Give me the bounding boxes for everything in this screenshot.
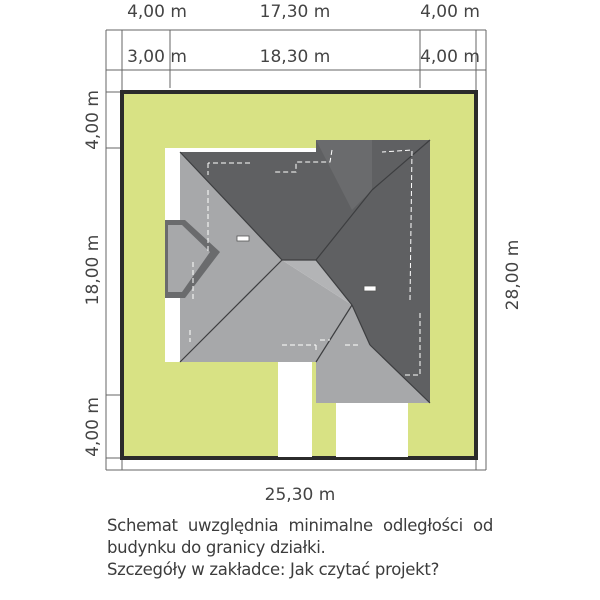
- dim-left-mid: 18,00 m: [83, 234, 103, 306]
- dim-top-2-mid: 18,30 m: [259, 47, 331, 67]
- chimney-1: [237, 236, 249, 241]
- driveway-right: [336, 403, 408, 457]
- dim-top-2-right: 4,00 m: [420, 47, 480, 67]
- driveway-left: [278, 362, 312, 457]
- dim-top-1-mid: 17,30 m: [259, 2, 331, 22]
- caption-line-2: budynku do granicy działki.: [107, 538, 326, 557]
- caption-line-1: Schemat uwzględnia minimalne odległości od: [107, 516, 493, 535]
- dim-top-1-right: 4,00 m: [420, 2, 480, 22]
- dim-left-bottom: 4,00 m: [83, 397, 103, 457]
- chimney-2: [364, 286, 376, 291]
- dim-bottom: 25,30 m: [264, 485, 336, 505]
- dim-top-2-left: 3,00 m: [127, 47, 187, 67]
- dim-right: 28,00 m: [503, 239, 523, 311]
- caption: [107, 515, 497, 581]
- caption-line-3: Szczegóły w zakładce: Jak czytać projekt?: [107, 560, 440, 579]
- dim-top-1-left: 4,00 m: [127, 2, 187, 22]
- dim-left-top: 4,00 m: [83, 90, 103, 150]
